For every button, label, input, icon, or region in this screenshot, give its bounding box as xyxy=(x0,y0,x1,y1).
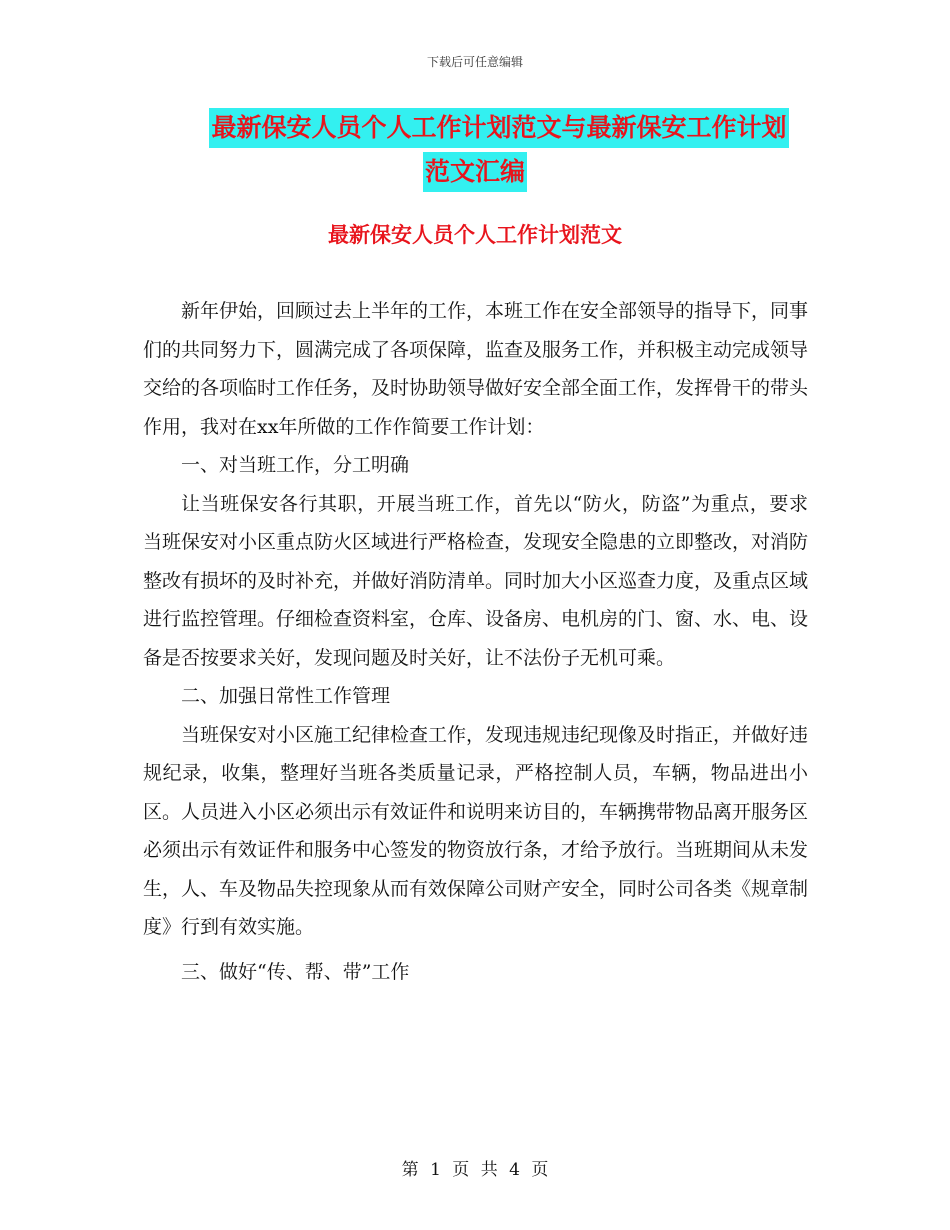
title-line-2: 范文汇编 xyxy=(423,152,527,192)
section-title: 最新保安人员个人工作计划范文 xyxy=(328,223,622,247)
document-body xyxy=(143,292,808,991)
header-note: 下载后可任意编辑 xyxy=(426,55,523,69)
document-title xyxy=(0,108,950,196)
heading-item-3: 三、做好“传、帮、带”工作 xyxy=(181,960,410,983)
paragraph-item-2: 当班保安对小区施工纪律检查工作，发现违规违纪现像及时指正，并做好违规纪录，收集，整理好当班各类质量记录，严格控制人员，车辆，物品进出小区。人员进入小区必须出示有效证件和说明来访目的，车辆携带物品离开服务区必须出示有效证件和服务中心签发的物资放行条，才给予放行。当班期间从未发生，人、车及物品失控现象从而有效保障公司财产安全，同时公司各类《规章制度》行到有效实施。 xyxy=(143,723,809,938)
title-line-1: 最新保安人员个人工作计划范文与最新保安工作计划 xyxy=(209,108,788,148)
heading-item-2: 二、加强日常性工作管理 xyxy=(181,685,391,707)
heading-item-1: 一、对当班工作，分工明确 xyxy=(181,454,410,476)
paragraph-item-1: 让当班保安各行其职，开展当班工作，首先以“防火，防盗”为重点，要求当班保安对小区重点防火区域进行严格检查，发现安全隐患的立即整改，对消防整改有损坏的及时补充，并做好消防清单。同时加大小区巡查力度，及重点区域进行监控管理。仔细检查资料室，仓库、设备房、电机房的门、窗、水、电、设备是否按要求关好，发现问题及时关好，让不法份子无机可乘。 xyxy=(143,492,809,669)
page-footer: 第 1 页 共 4 页 xyxy=(401,1160,549,1180)
paragraph-intro: 新年伊始，回顾过去上半年的工作，本班工作在安全部领导的指导下，同事们的共同努力下，圆满完成了各项保障，监查及服务工作，并积极主动完成领导交给的各项临时工作任务，及时协助领导做好安全部全面工作，发挥骨干的带头作用，我对在xx年所做的工作作简要工作计划： xyxy=(143,300,809,438)
